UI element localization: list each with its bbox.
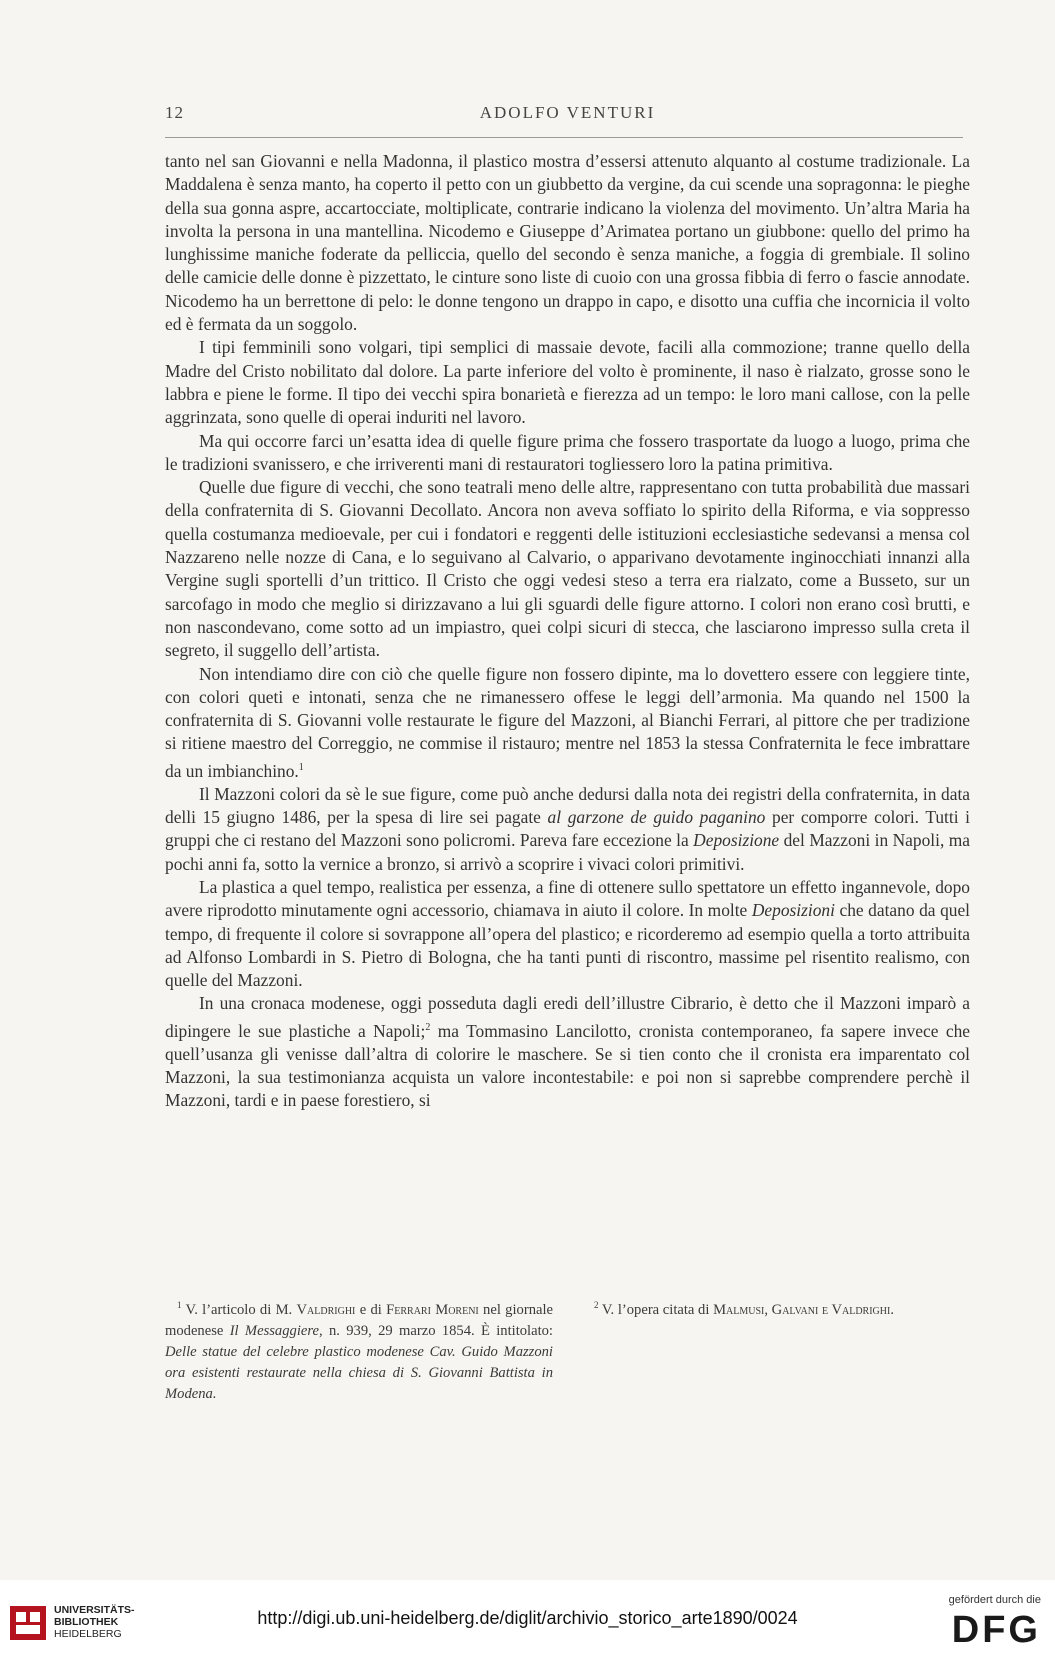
paragraph-7-text-b: che datano da quel tempo, di frequente il colore si sovrappone all’opera del plastico; e ricorderemo ad esempio quella a torto attribuita ad Alfonso Lombardi in S. Pietro di Bologna, che ha tanti punti di riscontro, massime pel risentito realismo, con quelle del Mazzoni. (165, 900, 971, 991)
footnote-ref-1[interactable]: 1 (298, 761, 304, 773)
footnote-2-text (582, 1295, 970, 1321)
library-line-2: BIBLIOTHEK (54, 1616, 119, 1628)
paragraph-7-italic: Deposizioni (751, 900, 835, 921)
digitization-footer (0, 1580, 1055, 1658)
footnotes (165, 1295, 970, 1405)
footnote-1-article-title: Delle statue del celebre plastico modenese Cav. Guido Mazzoni ora esistenti restaurate nella chiesa di S. Giovanni Battista in Modena. (165, 1343, 553, 1402)
running-head (165, 103, 970, 125)
paragraph-8 (165, 992, 970, 1112)
sponsor-caption: gefördert durch die (948, 1594, 1041, 1606)
paragraph-5-text: Non intendiamo dire con ciò che quelle figure non fossero dipinte, ma lo dovettero essere con leggiere tinte, con colori queti e intonati, senza che ne rimanessero offese le leggi dell’armonia. Ma quando nel 1500 la confraternita di S. Giovanni volle restaurate le figure del Mazzoni, al Bianchi Ferrari, al pittore che per tradizione si ritiene maestro del Correggio, ne commise il ristauro; mentre nel 1853 la stessa Confraternita le fece imbrattare da un imbianchino. (165, 663, 970, 781)
paragraph-7-text-a: La plastica a quel tempo, realistica per essenza, a fine di ottenere sullo spettatore un effetto ingannevole, dopo avere riprodotto minutamente ogni accessorio, chiamava in aiuto il colore. In molte (165, 877, 970, 921)
footnote-1-mark: 1 (177, 1300, 182, 1310)
running-title: ADOLFO VENTURI (479, 103, 656, 122)
library-line-3: HEIDELBERG (54, 1628, 122, 1640)
footnote-2-part-a: V. l’opera citata di (598, 1301, 714, 1318)
dfg-logo-icon: DFG (951, 1609, 1041, 1651)
paragraph-8-text-a: In una cronaca modenese, oggi posseduta dagli eredi dell’illustre Cibrario, è detto che il Mazzoni imparò a dipingere le sue plastiche a Napoli; (165, 993, 970, 1041)
permalink-url[interactable]: http://digi.ub.uni-heidelberg.de/diglit/archivio_storico_arte1890/0024 (257, 1608, 798, 1628)
sponsor-logo[interactable] (923, 1594, 1041, 1652)
footnote-2-mark: 2 (594, 1300, 599, 1310)
paragraph-6-text-c: del Mazzoni in Napoli, ma pochi anni fa, sotto la vernice a bronzo, si arrivò a scoprire i vivaci colori primitivi. (165, 830, 970, 874)
paragraph-8-text-b: ma Tommasino Lancilotto, cronista contemporaneo, fa sapere invece che quell’usanza gli venisse dall’altra di colorire le maschere. Se si tien conto che il cronista era imparentato col Mazzoni, la sua testimonianza acquista un valore incontestabile: e poi non si saprebbe comprendere perchè il Mazzoni, tardi e in paese forestiero, si (165, 1020, 970, 1111)
footnote-1-part-b: e di (355, 1301, 387, 1318)
footnote-2-authors: Malmusi, Galvani e Valdrighi. (713, 1301, 894, 1318)
paragraph-1: tanto nel san Giovanni e nella Madonna, il plastico mostra d’essersi attenuto alquanto al costume tradizionale. La Maddalena è senza manto, ha coperto il petto con un giubbetto da vergine, da cui scende una sopragonna: le pieghe della sua gonna aspre, accartocciate, moltiplicate, contrarie indicano la violenza del movimento. Un’altra Maria ha involta la persona in una mantellina. Nicodemo e Giuseppe d’Arimatea portano un giubbone: quello del primo ha lunghissime maniche foderate da pelliccia, quello del secondo è senza maniche, a foggia di grembiale. Il solino delle camicie delle donne è pizzettato, le cinture sono liste di cuoio con una grossa fibbia di ferro o fascie annodate. Nicodemo ha un berrettone di pelo: le donne tengono un drappo in capo, e disotto una cuffia che incornicia il volto ed è fermata da un soggolo. (165, 151, 970, 335)
paragraph-5 (165, 663, 970, 783)
paragraph-6 (165, 783, 970, 876)
paragraph-2: I tipi femminili sono volgari, tipi semplici di massaie devote, facili alla commozione; tranne quello della Madre del Cristo nobilitato dal dolore. La parte inferiore del volto è prominente, il naso è rialzato, grosse sono le labbra e piene le forme. Il tipo dei vecchi spira bonarietà e fierezza ad un tempo: le loro mani callose, con la pelle aggrinzata, sono quelle di operai induriti nel lavoro. (165, 337, 970, 428)
library-line-1: UNIVERSITÄTS- (54, 1604, 135, 1616)
paragraph-4: Quelle due figure di vecchi, che sono teatrali meno delle altre, rappresentano con tutta probabilità due massari della confraternita di S. Giovanni Decollato. Ancora non aveva soffiato lo spirito della Riforma, e via soppresso quella costumanza medioevale, per cui i fondatori e reggenti delle istituzioni ecclesiastiche sedevansi a mensa col Nazzareno nelle nozze di Cana, e lo seguivano al Calvario, o apparivano devotamente inginocchiati innanzi alla Vergine sugli sportelli d’un trittico. Il Cristo che oggi vedesi steso a terra era rialzato, come a Busseto, sur un sarcofago in modo che meglio si dirizzavano a lui gli sguardi delle figure attorno. I colori non erano così brutti, e non nascondevano, come sotto ad un impiastro, quei colpi sicuri di stecca, che lasciarono impresso sulla creta il segreto, il suggello dell’artista. (165, 477, 970, 661)
paragraph-6-italic-2: Deposizione (693, 830, 780, 851)
footnote-1-part-d: , n. 939, 29 marzo 1854. È intitolato: (318, 1322, 553, 1339)
footnote-1-part-c: nel giornale modenese (165, 1301, 553, 1339)
paragraph-6-text-a: Il Mazzoni colori da sè le sue figure, come può anche dedursi dalla nota dei registri della confraternita, in data delli 15 giugno 1486, per la spesa di lire sei pagate (165, 783, 970, 828)
footnote-1 (165, 1295, 553, 1405)
paragraph-3: Ma qui occorre farci un’esatta idea di quelle figure prima che fossero trasportate da luogo a luogo, prima che le tradizioni svanissero, e che irriverenti mani di restauratori togliessero loro la patina primitiva. (165, 430, 970, 474)
paragraph-7 (165, 876, 970, 992)
footnote-1-text (165, 1295, 553, 1405)
footnote-1-journal: Il Messaggiere (229, 1322, 319, 1339)
footnote-1-author-2: Ferrari Moreni (386, 1301, 479, 1318)
body-text (165, 150, 970, 1113)
footnote-1-part-a: V. l’articolo di M. (181, 1301, 297, 1318)
header-rule (165, 137, 963, 138)
footnote-2 (582, 1295, 970, 1405)
page-number: 12 (165, 103, 184, 122)
paragraph-6-italic-1: al garzone de guido paganino (547, 807, 766, 828)
footnote-ref-2[interactable]: 2 (425, 1021, 431, 1033)
footnote-1-author-1: Valdrighi (296, 1301, 356, 1318)
paragraph-6-text-b: per comporre colori. Tutti i gruppi che ci restano del Mazzoni sono policromi. Pareva fare eccezione la (165, 807, 970, 851)
